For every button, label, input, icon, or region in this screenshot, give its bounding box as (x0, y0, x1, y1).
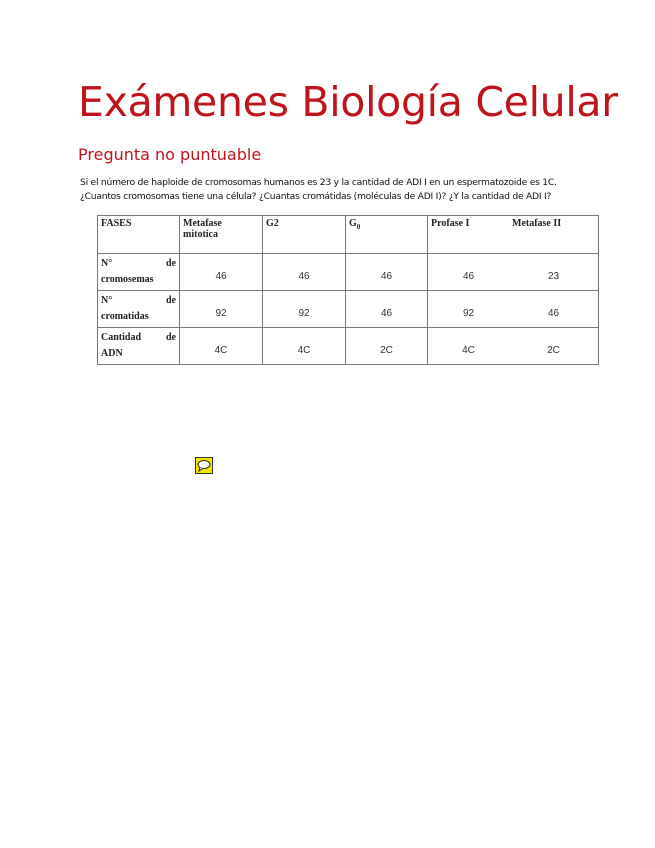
table-cell: 46 (263, 254, 346, 291)
table-cell: 46 (346, 254, 428, 291)
table-cell: 46 (509, 291, 599, 328)
row-label: N° de cromatidas (98, 291, 180, 328)
table-cell: 46 (428, 254, 510, 291)
header-profase-i: Profase I (428, 216, 510, 254)
table-cell: 4C (180, 328, 263, 365)
comment-icon[interactable] (195, 457, 213, 474)
table-cell: 92 (180, 291, 263, 328)
page-title: Exámenes Biología Celular (78, 78, 618, 126)
phases-table (97, 215, 599, 365)
table-row (98, 254, 599, 291)
table-cell: 92 (428, 291, 510, 328)
table-row (98, 328, 599, 365)
header-g2: G2 (263, 216, 346, 254)
table-cell: 2C (509, 328, 599, 365)
table-header-row (98, 216, 599, 254)
table-cell: 4C (428, 328, 510, 365)
row-label: Cantidad de ADN (98, 328, 180, 365)
header-metafase-ii: Metafase II (509, 216, 599, 254)
table-cell: 2C (346, 328, 428, 365)
question-line-2: ¿Cuantos cromosomas tiene una célula? ¿Cuantas cromátidas (moléculas de ADI I)? ¿Y la cantidad de ADI I? (80, 191, 552, 202)
table-cell: 23 (509, 254, 599, 291)
header-fases: FASES (98, 216, 180, 254)
g-subscript: 0 (356, 223, 361, 231)
table-row (98, 291, 599, 328)
header-metafase-mitotica: Metafase mitotica (180, 216, 263, 254)
table-cell: 46 (180, 254, 263, 291)
question-line-1: Si el número de haploide de cromosomas humanos es 23 y la cantidad de ADI I en un espermatozoide es 1C. (80, 177, 557, 188)
table-cell: 46 (346, 291, 428, 328)
header-g0 (346, 216, 428, 254)
question-text (80, 176, 557, 204)
row-label: N° de cromosemas (98, 254, 180, 291)
section-heading: Pregunta no puntuable (78, 145, 262, 164)
table-cell: 4C (263, 328, 346, 365)
table-cell: 92 (263, 291, 346, 328)
g-label: G (349, 218, 357, 229)
